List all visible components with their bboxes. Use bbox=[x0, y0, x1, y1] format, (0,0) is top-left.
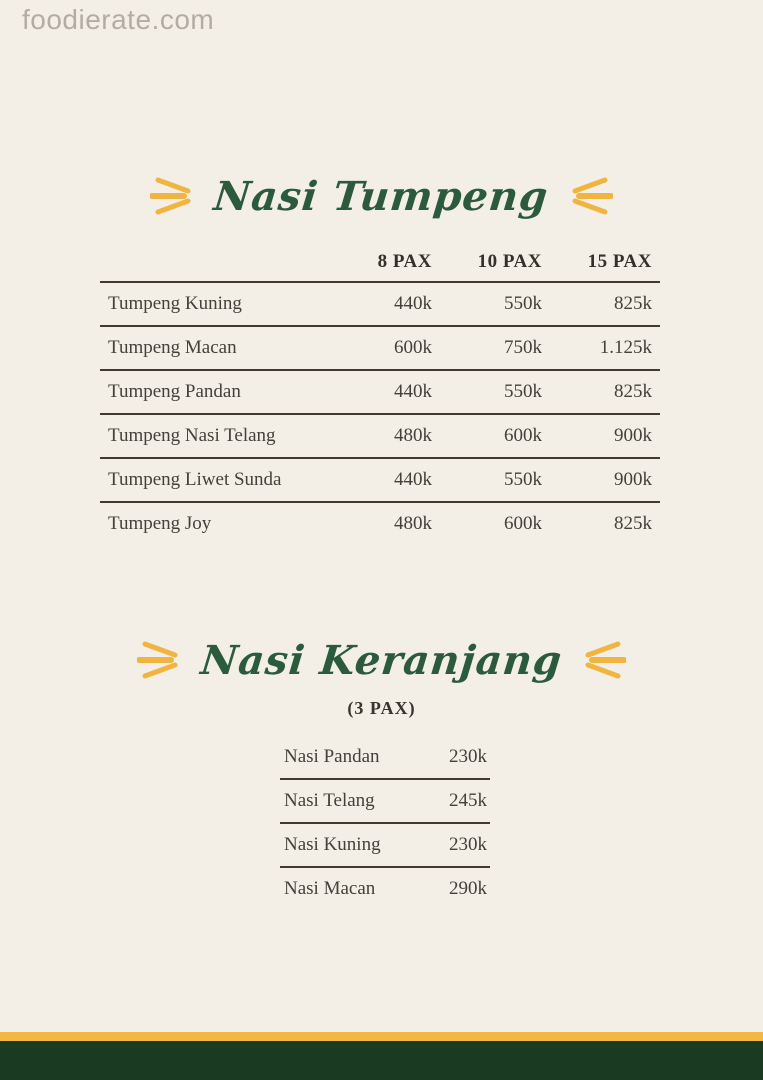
table-row bbox=[100, 459, 660, 503]
item-price-15pax: 825k bbox=[614, 513, 652, 534]
item-price-15pax: 825k bbox=[614, 293, 652, 314]
footer-yellow-stripe bbox=[0, 1032, 763, 1041]
table-header-row bbox=[100, 243, 660, 283]
item-price-8pax: 480k bbox=[394, 513, 432, 534]
watermark: foodierate.com bbox=[22, 4, 215, 35]
item-price-10pax: 600k bbox=[504, 425, 542, 446]
table-row bbox=[280, 736, 490, 780]
rays-right-icon bbox=[580, 639, 626, 681]
table-row bbox=[100, 283, 660, 327]
pax-subtitle: (3 PAX) bbox=[347, 698, 416, 718]
item-price-15pax: 825k bbox=[614, 381, 652, 402]
section-heading-nasi-keranjang bbox=[0, 622, 763, 698]
item-price-10pax: 600k bbox=[504, 513, 542, 534]
item-price-10pax: 550k bbox=[504, 381, 542, 402]
item-name: Nasi Telang bbox=[284, 790, 375, 811]
table-row bbox=[100, 327, 660, 371]
table-row bbox=[100, 371, 660, 415]
item-price-10pax: 750k bbox=[504, 337, 542, 358]
table-row bbox=[100, 503, 660, 545]
header-15pax: 15 PAX bbox=[587, 251, 652, 272]
item-price-10pax: 550k bbox=[504, 293, 542, 314]
item-name: Tumpeng Pandan bbox=[108, 381, 241, 402]
item-price-8pax: 440k bbox=[394, 469, 432, 490]
section-title: Nasi Keranjang bbox=[198, 636, 565, 684]
table-row bbox=[280, 868, 490, 910]
item-price-8pax: 440k bbox=[394, 293, 432, 314]
nasi-tumpeng-table bbox=[100, 243, 660, 545]
nasi-keranjang-table bbox=[280, 736, 490, 910]
rays-left-icon bbox=[137, 639, 183, 681]
table-row bbox=[280, 780, 490, 824]
item-name: Nasi Kuning bbox=[284, 834, 381, 855]
item-price-10pax: 550k bbox=[504, 469, 542, 490]
section-title: Nasi Tumpeng bbox=[211, 172, 552, 220]
table-row bbox=[100, 415, 660, 459]
item-price: 290k bbox=[449, 878, 487, 899]
item-price-15pax: 900k bbox=[614, 425, 652, 446]
item-name: Tumpeng Nasi Telang bbox=[108, 425, 276, 446]
footer-green-band bbox=[0, 1041, 763, 1080]
item-price-15pax: 1.125k bbox=[599, 337, 652, 358]
section-heading-nasi-tumpeng bbox=[0, 158, 763, 234]
header-10pax: 10 PAX bbox=[477, 251, 542, 272]
item-name: Tumpeng Joy bbox=[108, 513, 212, 534]
item-price-15pax: 900k bbox=[614, 469, 652, 490]
header-8pax: 8 PAX bbox=[377, 251, 432, 272]
item-name: Tumpeng Liwet Sunda bbox=[108, 469, 282, 490]
rays-right-icon bbox=[567, 175, 613, 217]
item-price-8pax: 600k bbox=[394, 337, 432, 358]
item-name: Nasi Pandan bbox=[284, 746, 380, 767]
item-price: 230k bbox=[449, 746, 487, 767]
rays-left-icon bbox=[150, 175, 196, 217]
item-name: Tumpeng Macan bbox=[108, 337, 237, 358]
item-price: 230k bbox=[449, 834, 487, 855]
item-price-8pax: 440k bbox=[394, 381, 432, 402]
table-row bbox=[280, 824, 490, 868]
item-name: Nasi Macan bbox=[284, 878, 376, 899]
item-price-8pax: 480k bbox=[394, 425, 432, 446]
item-name: Tumpeng Kuning bbox=[108, 293, 242, 314]
item-price: 245k bbox=[449, 790, 487, 811]
